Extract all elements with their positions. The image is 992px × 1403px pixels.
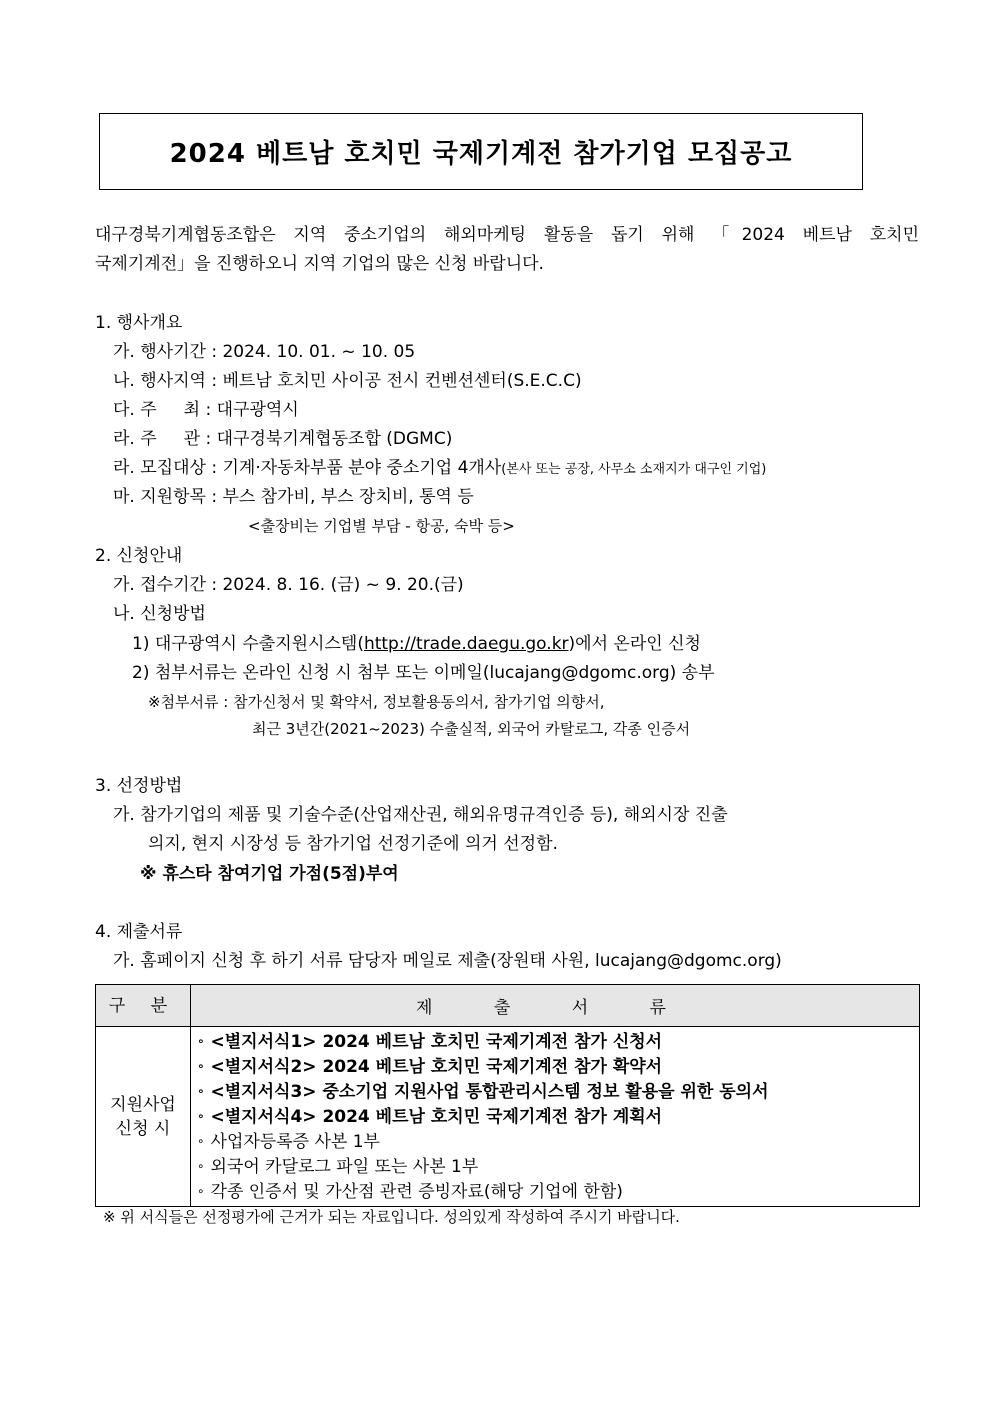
list-item <box>191 1079 919 1104</box>
recruit-target-note: (본사 또는 공장, 사무소 소재지가 대구인 기업) <box>501 462 767 477</box>
method1-suffix: )에서 온라인 신청 <box>568 634 701 654</box>
section1-heading: 1. 행사개요 <box>95 313 183 333</box>
row-label-line-1: 지원사업 <box>110 1094 176 1115</box>
list-item <box>191 1029 919 1054</box>
page-title-text: 2024 베트남 호치민 국제기계전 참가기업 모집공고 <box>169 139 793 169</box>
col-header-documents <box>191 985 920 1027</box>
support-items-value: 부스 참가비, 부스 장치비, 통역 등 <box>222 487 474 507</box>
recruit-target-label: 라. 모집대상 : <box>113 458 218 478</box>
bullet-icon: ∘ <box>197 1134 205 1148</box>
recruit-target-value: 기계·자동차부품 분야 중소기업 4개사 <box>222 458 502 478</box>
section2-heading: 2. 신청안내 <box>95 546 183 566</box>
list-item <box>191 1104 919 1129</box>
table-row <box>96 1027 920 1207</box>
support-items <box>113 486 474 508</box>
application-method-1 <box>132 633 701 655</box>
application-method-2: 2) 첨부서류는 온라인 신청 시 첨부 또는 이메일(lucajang@dgomc.org) 송부 <box>132 663 715 683</box>
list-item-text: <별지서식1> 2024 베트남 호치민 국제기계전 참가 신청서 <box>210 1032 663 1052</box>
support-items-label: 마. 지원항목 : <box>113 487 218 507</box>
application-period: 가. 접수기간 : 2024. 8. 16. (금) ~ 9. 20.(금) <box>113 575 464 595</box>
recruit-target <box>113 457 766 481</box>
intro-line-1: 대구경북기계협동조합은 지역 중소기업의 해외마케팅 활동을 돕기 위해 「2024 베트남 호치민 <box>95 225 919 245</box>
list-item <box>191 1054 919 1079</box>
list-item <box>191 1179 919 1204</box>
col-header-documents-text: 제 출 서 류 <box>416 998 694 1018</box>
section4-heading: 4. 제출서류 <box>95 922 183 942</box>
support-note: <출장비는 기업별 부담 - 항공, 숙박 등> <box>248 517 515 535</box>
list-item-text: 각종 인증서 및 가산점 관련 증빙자료(해당 기업에 한함) <box>210 1182 623 1202</box>
bullet-icon: ∘ <box>197 1084 205 1098</box>
list-item-text: <별지서식4> 2024 베트남 호치민 국제기계전 참가 계획서 <box>210 1107 663 1127</box>
col-header-category <box>96 985 191 1027</box>
attachments-line-1: ※첨부서류 : 참가신청서 및 확약서, 정보활용동의서, 참가기업 의향서, <box>148 693 605 711</box>
footer-note: ※ 위 서식들은 선정평가에 근거가 되는 자료입니다. 성의있게 작성하여 주시기 바랍니다. <box>103 1208 680 1226</box>
method1-prefix: 1) 대구광역시 수출지원시스템( <box>132 634 364 654</box>
event-host <box>113 399 299 421</box>
intro-line-2: 국제기계전」을 진행하오니 지역 기업의 많은 신청 바랍니다. <box>95 254 544 274</box>
trade-system-link[interactable]: http://trade.daegu.go.kr <box>363 634 569 654</box>
bullet-icon: ∘ <box>197 1059 205 1073</box>
page-title <box>99 113 863 190</box>
event-host-value: 대구광역시 <box>216 400 299 420</box>
selection-line-1: 가. 참가기업의 제품 및 기술수준(산업재산권, 해외유명규격인증 등), 해외시장 진출 <box>113 805 728 825</box>
list-item-text: <별지서식2> 2024 베트남 호치민 국제기계전 참가 확약서 <box>210 1057 663 1077</box>
documents-list-cell <box>191 1027 920 1207</box>
list-item <box>191 1129 919 1154</box>
event-organizer-label: 라. 주 관 : <box>113 429 212 449</box>
documents-table <box>95 984 920 1207</box>
bullet-icon: ∘ <box>197 1184 205 1198</box>
list-item <box>191 1154 919 1179</box>
attachments-line-2: 최근 3년간(2021~2023) 수출실적, 외국어 카탈로그, 각종 인증서 <box>252 720 691 738</box>
submission-line: 가. 홈페이지 신청 후 하기 서류 담당자 메일로 제출(장원태 사원, lucajang@dgomc.org) <box>113 951 782 971</box>
list-item-text: <별지서식3> 중소기업 지원사업 통합관리시스템 정보 활용을 위한 동의서 <box>210 1082 769 1102</box>
event-organizer <box>113 428 452 450</box>
event-host-label: 다. 주 최 : <box>113 400 212 420</box>
table-header-row <box>96 985 920 1027</box>
application-method-heading: 나. 신청방법 <box>113 604 206 624</box>
event-location <box>113 370 582 392</box>
bullet-icon: ∘ <box>197 1109 205 1123</box>
list-item-text: 외국어 카달로그 파일 또는 사본 1부 <box>210 1157 479 1177</box>
event-period-value: 2024. 10. 01. ~ 10. 05 <box>222 342 416 362</box>
bullet-icon: ∘ <box>197 1034 205 1048</box>
event-period-label: 가. 행사기간 : <box>113 342 218 362</box>
row-label-cell <box>96 1027 191 1207</box>
list-item-text: 사업자등록증 사본 1부 <box>210 1132 380 1152</box>
event-location-value: 베트남 호치민 사이공 전시 컨벤션센터(S.E.C.C) <box>222 371 582 391</box>
event-organizer-value: 대구경북기계협동조합 (DGMC) <box>216 429 453 449</box>
row-label-line-2: 신청 시 <box>115 1118 171 1139</box>
bonus-note: ※ 휴스타 참여기업 가점(5점)부여 <box>140 864 399 884</box>
col-header-category-text: 구 분 <box>108 995 178 1016</box>
event-location-label: 나. 행사지역 : <box>113 371 218 391</box>
section3-heading: 3. 선정방법 <box>95 776 183 796</box>
event-period <box>113 341 415 363</box>
bullet-icon: ∘ <box>197 1159 205 1173</box>
selection-line-2: 의지, 현지 시장성 등 참가기업 선정기준에 의거 선정함. <box>148 834 558 854</box>
